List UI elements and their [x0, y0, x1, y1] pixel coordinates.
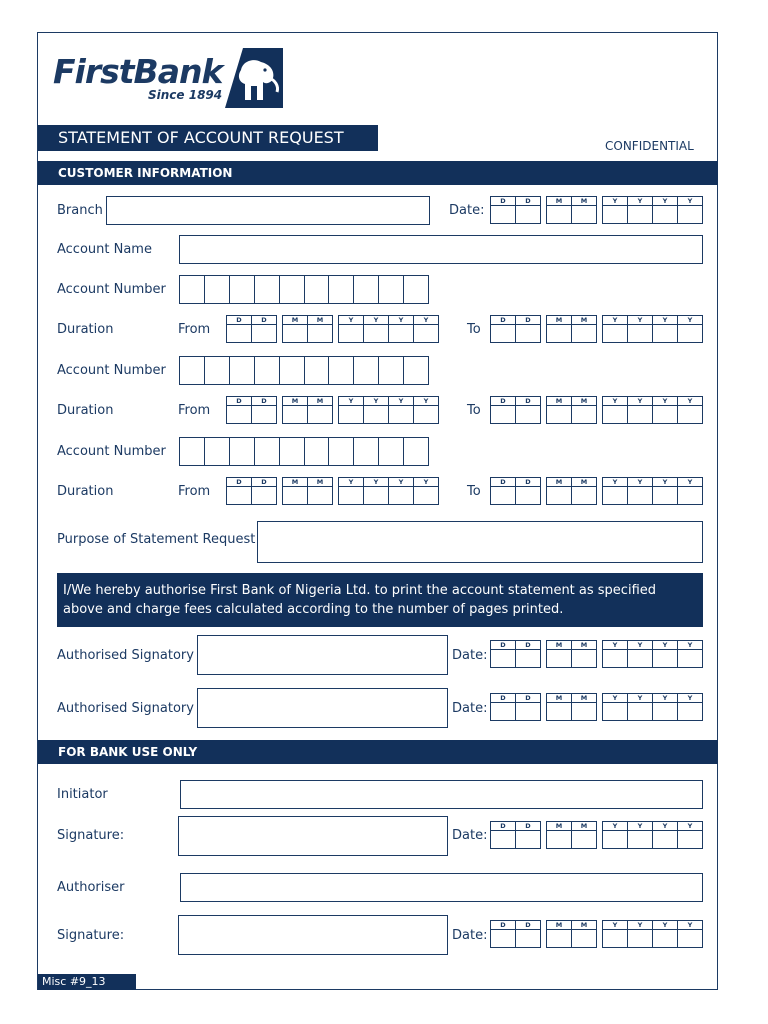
- date-year-cell[interactable]: [339, 406, 364, 423]
- branch-label: Branch: [57, 203, 103, 218]
- date-year-cell[interactable]: [364, 406, 389, 423]
- date-month-cell[interactable]: [572, 703, 596, 720]
- digit-cell[interactable]: [205, 276, 230, 303]
- date-month-group[interactable]: [546, 396, 597, 424]
- date-month-cell[interactable]: [547, 206, 572, 223]
- date-year-letter: Y: [364, 316, 389, 324]
- date-day-group[interactable]: [490, 693, 541, 721]
- digit-cell[interactable]: [354, 276, 379, 303]
- account-number-label: Account Number: [57, 444, 166, 459]
- digit-cell[interactable]: [230, 276, 255, 303]
- authorised-signatory-field[interactable]: [197, 635, 448, 675]
- date-year-letter: Y: [687, 197, 693, 205]
- date-month-letter: M: [580, 316, 588, 324]
- date-year-group[interactable]: [338, 396, 439, 424]
- date-day-letter: D: [525, 316, 531, 324]
- digit-cell[interactable]: [280, 438, 305, 465]
- digit-cell[interactable]: [180, 438, 205, 465]
- date-month-letter: M: [547, 197, 572, 205]
- date-year-letter: Y: [653, 921, 678, 929]
- date-label: Date:: [452, 828, 488, 843]
- account-name-field[interactable]: [179, 235, 703, 264]
- date-month-cell[interactable]: [547, 703, 572, 720]
- date-year-cell[interactable]: [678, 406, 702, 423]
- date-year-cell[interactable]: [414, 406, 438, 423]
- date-month-group[interactable]: [546, 640, 597, 668]
- date-month-group[interactable]: [546, 477, 597, 505]
- date-year-letter: Y: [628, 197, 653, 205]
- authorised-signatory-field[interactable]: [197, 688, 448, 728]
- date-year-letter: Y: [628, 641, 653, 649]
- digit-cell[interactable]: [255, 357, 280, 384]
- date-month-letter: M: [547, 316, 572, 324]
- date-year-letter: Y: [389, 397, 414, 405]
- digit-cell[interactable]: [255, 276, 280, 303]
- date-year-letter: Y: [364, 397, 389, 405]
- date-year-letter: Y: [423, 316, 429, 324]
- date-day-cell[interactable]: [491, 650, 516, 667]
- date-day-cell[interactable]: [516, 487, 540, 504]
- date-month-cell[interactable]: [572, 831, 596, 848]
- date-month-letter: M: [547, 397, 572, 405]
- date-day-letter: D: [525, 641, 531, 649]
- date-day-letter: D: [261, 397, 267, 405]
- to-label: To: [467, 322, 481, 337]
- authoriser-label: Authoriser: [57, 880, 125, 895]
- date-year-cell[interactable]: [628, 831, 653, 848]
- digit-cell[interactable]: [354, 357, 379, 384]
- date-year-cell[interactable]: [678, 487, 702, 504]
- digit-cell[interactable]: [404, 438, 428, 465]
- date-year-letter: Y: [603, 197, 628, 205]
- date-day-letter: D: [491, 921, 516, 929]
- date-year-group[interactable]: [602, 821, 703, 849]
- date-month-letter: M: [580, 694, 588, 702]
- date-year-cell[interactable]: [603, 703, 628, 720]
- date-month-letter: M: [547, 478, 572, 486]
- date-month-letter: M: [283, 478, 308, 486]
- date-year-letter: Y: [389, 316, 414, 324]
- date-year-letter: Y: [603, 397, 628, 405]
- date-year-letter: Y: [653, 316, 678, 324]
- brand-since-text: Since 1894: [148, 88, 223, 102]
- date-day-letter: D: [227, 316, 252, 324]
- date-year-cell[interactable]: [339, 487, 364, 504]
- date-label: Date:: [452, 648, 488, 663]
- date-year-cell[interactable]: [414, 325, 438, 342]
- date-year-cell[interactable]: [603, 831, 628, 848]
- date-day-letter: D: [261, 316, 267, 324]
- date-month-letter: M: [283, 397, 308, 405]
- date-day-cell[interactable]: [491, 930, 516, 947]
- date-year-cell[interactable]: [364, 325, 389, 342]
- date-day-group[interactable]: [490, 920, 541, 948]
- date-month-group[interactable]: [546, 196, 597, 224]
- date-year-letter: Y: [628, 397, 653, 405]
- date-year-letter: Y: [339, 478, 364, 486]
- date-year-cell[interactable]: [628, 325, 653, 342]
- date-month-cell[interactable]: [547, 325, 572, 342]
- date-day-letter: D: [491, 397, 516, 405]
- date-year-cell[interactable]: [628, 930, 653, 947]
- digit-cell[interactable]: [404, 276, 428, 303]
- date-month-cell[interactable]: [547, 650, 572, 667]
- date-year-cell[interactable]: [678, 703, 702, 720]
- date-year-group[interactable]: [602, 693, 703, 721]
- date-day-letter: D: [525, 694, 531, 702]
- date-day-group[interactable]: [226, 477, 277, 505]
- digit-cell[interactable]: [305, 438, 330, 465]
- date-day-cell[interactable]: [227, 325, 252, 342]
- account-name-label: Account Name: [57, 242, 152, 257]
- date-year-letter: Y: [653, 197, 678, 205]
- date-month-letter: M: [580, 478, 588, 486]
- date-day-group[interactable]: [226, 396, 277, 424]
- date-year-letter: Y: [603, 694, 628, 702]
- date-month-cell[interactable]: [572, 206, 596, 223]
- account-number-field[interactable]: [179, 356, 429, 385]
- date-day-cell[interactable]: [491, 325, 516, 342]
- date-day-cell[interactable]: [516, 325, 540, 342]
- date-day-group[interactable]: [490, 477, 541, 505]
- date-day-letter: D: [227, 397, 252, 405]
- date-year-cell[interactable]: [678, 650, 702, 667]
- date-month-letter: M: [547, 822, 572, 830]
- authorisation-statement: I/We hereby authorise First Bank of Nigeria Ltd. to print the account statement as specified above and charge fees calculated according to the number of pages printed.: [57, 573, 703, 627]
- date-year-cell[interactable]: [678, 930, 702, 947]
- date-year-cell[interactable]: [678, 831, 702, 848]
- date-day-group[interactable]: [490, 640, 541, 668]
- digit-cell[interactable]: [230, 438, 255, 465]
- elephant-logo-icon: [225, 48, 283, 108]
- date-year-cell[interactable]: [339, 325, 364, 342]
- digit-cell[interactable]: [280, 357, 305, 384]
- duration-label: Duration: [57, 403, 114, 418]
- brand-logo-text: FirstBank: [53, 52, 223, 91]
- date-month-letter: M: [316, 478, 324, 486]
- digit-cell[interactable]: [205, 438, 230, 465]
- confidential-label: CONFIDENTIAL: [605, 139, 694, 153]
- date-month-cell[interactable]: [547, 831, 572, 848]
- date-year-letter: Y: [628, 316, 653, 324]
- date-month-cell[interactable]: [572, 325, 596, 342]
- date-year-group[interactable]: [602, 920, 703, 948]
- date-year-cell[interactable]: [603, 406, 628, 423]
- date-year-letter: Y: [389, 478, 414, 486]
- date-year-letter: Y: [653, 694, 678, 702]
- date-year-cell[interactable]: [364, 487, 389, 504]
- date-day-cell[interactable]: [516, 930, 540, 947]
- date-day-letter: D: [525, 822, 531, 830]
- date-year-letter: Y: [423, 478, 429, 486]
- date-year-letter: Y: [687, 397, 693, 405]
- date-year-cell[interactable]: [653, 831, 678, 848]
- date-year-cell[interactable]: [628, 206, 653, 223]
- date-day-cell[interactable]: [491, 487, 516, 504]
- date-month-group[interactable]: [282, 396, 333, 424]
- date-year-cell[interactable]: [628, 703, 653, 720]
- date-year-letter: Y: [628, 694, 653, 702]
- date-year-letter: Y: [653, 397, 678, 405]
- authoriser-signature-field[interactable]: [178, 915, 448, 955]
- date-month-group[interactable]: [546, 821, 597, 849]
- date-year-letter: Y: [603, 822, 628, 830]
- date-month-group[interactable]: [546, 920, 597, 948]
- date-month-cell[interactable]: [572, 930, 596, 947]
- date-day-cell[interactable]: [227, 487, 252, 504]
- date-label: Date:: [449, 203, 485, 218]
- date-month-letter: M: [283, 316, 308, 324]
- date-year-letter: Y: [653, 822, 678, 830]
- digit-cell[interactable]: [305, 276, 330, 303]
- date-day-group[interactable]: [490, 396, 541, 424]
- digit-cell[interactable]: [379, 357, 404, 384]
- date-year-cell[interactable]: [653, 406, 678, 423]
- date-day-group[interactable]: [226, 315, 277, 343]
- date-day-cell[interactable]: [227, 406, 252, 423]
- date-year-letter: Y: [687, 921, 693, 929]
- date-day-letter: D: [525, 397, 531, 405]
- date-month-group[interactable]: [546, 693, 597, 721]
- date-month-letter: M: [580, 397, 588, 405]
- date-day-letter: D: [491, 316, 516, 324]
- date-year-letter: Y: [653, 478, 678, 486]
- date-day-letter: D: [525, 197, 531, 205]
- date-day-cell[interactable]: [516, 831, 540, 848]
- date-year-cell[interactable]: [603, 487, 628, 504]
- date-year-letter: Y: [687, 478, 693, 486]
- date-month-cell[interactable]: [547, 487, 572, 504]
- purpose-label: Purpose of Statement Request: [57, 532, 256, 547]
- bank-use-header: FOR BANK USE ONLY: [38, 740, 718, 764]
- date-month-cell[interactable]: [547, 930, 572, 947]
- date-year-cell[interactable]: [414, 487, 438, 504]
- date-month-letter: M: [580, 921, 588, 929]
- date-year-letter: Y: [603, 641, 628, 649]
- date-day-letter: D: [491, 641, 516, 649]
- date-year-letter: Y: [653, 641, 678, 649]
- from-label: From: [178, 484, 211, 499]
- date-label: Date:: [452, 928, 488, 943]
- date-day-cell[interactable]: [491, 703, 516, 720]
- date-year-cell[interactable]: [628, 406, 653, 423]
- date-year-cell[interactable]: [653, 206, 678, 223]
- customer-info-header: CUSTOMER INFORMATION: [38, 161, 718, 185]
- digit-cell[interactable]: [205, 357, 230, 384]
- date-month-cell[interactable]: [547, 406, 572, 423]
- date-day-cell[interactable]: [491, 206, 516, 223]
- date-month-cell[interactable]: [572, 650, 596, 667]
- digit-cell[interactable]: [180, 276, 205, 303]
- date-year-group[interactable]: [602, 640, 703, 668]
- to-label: To: [467, 484, 481, 499]
- date-month-letter: M: [547, 694, 572, 702]
- date-month-letter: M: [580, 641, 588, 649]
- date-month-cell[interactable]: [283, 325, 308, 342]
- form-title: STATEMENT OF ACCOUNT REQUEST: [38, 125, 378, 151]
- date-day-group[interactable]: [490, 196, 541, 224]
- initiator-signature-field[interactable]: [178, 816, 448, 856]
- date-year-group[interactable]: [602, 315, 703, 343]
- date-year-letter: Y: [628, 921, 653, 929]
- account-number-label: Account Number: [57, 363, 166, 378]
- date-day-letter: D: [261, 478, 267, 486]
- initiator-field[interactable]: [180, 780, 703, 809]
- date-month-cell[interactable]: [283, 487, 308, 504]
- date-year-cell[interactable]: [603, 650, 628, 667]
- date-year-cell[interactable]: [653, 703, 678, 720]
- date-year-cell[interactable]: [389, 487, 414, 504]
- date-day-letter: D: [227, 478, 252, 486]
- date-year-cell[interactable]: [389, 406, 414, 423]
- form-code: Misc #9_13: [38, 974, 136, 990]
- digit-cell[interactable]: [329, 276, 354, 303]
- date-year-cell[interactable]: [389, 325, 414, 342]
- date-year-cell[interactable]: [628, 487, 653, 504]
- to-label: To: [467, 403, 481, 418]
- digit-cell[interactable]: [379, 276, 404, 303]
- date-year-cell[interactable]: [678, 206, 702, 223]
- date-year-letter: Y: [603, 316, 628, 324]
- date-day-cell[interactable]: [252, 487, 276, 504]
- initiator-label: Initiator: [57, 787, 108, 802]
- date-month-letter: M: [547, 921, 572, 929]
- date-month-group[interactable]: [546, 315, 597, 343]
- date-year-letter: Y: [339, 316, 364, 324]
- date-day-letter: D: [525, 478, 531, 486]
- date-year-cell[interactable]: [653, 650, 678, 667]
- date-year-letter: Y: [628, 478, 653, 486]
- signature-label: Signature:: [57, 928, 125, 943]
- date-day-cell[interactable]: [516, 703, 540, 720]
- digit-cell[interactable]: [255, 438, 280, 465]
- date-day-letter: D: [491, 478, 516, 486]
- date-month-cell[interactable]: [308, 406, 332, 423]
- date-year-cell[interactable]: [603, 325, 628, 342]
- duration-label: Duration: [57, 484, 114, 499]
- date-day-cell[interactable]: [516, 650, 540, 667]
- digit-cell[interactable]: [230, 357, 255, 384]
- date-day-letter: D: [525, 921, 531, 929]
- date-day-group[interactable]: [490, 315, 541, 343]
- date-day-cell[interactable]: [252, 325, 276, 342]
- date-month-letter: M: [316, 316, 324, 324]
- date-year-cell[interactable]: [653, 487, 678, 504]
- date-month-letter: M: [580, 197, 588, 205]
- date-year-cell[interactable]: [678, 325, 702, 342]
- date-month-letter: M: [316, 397, 324, 405]
- date-year-group[interactable]: [338, 315, 439, 343]
- date-month-cell[interactable]: [572, 487, 596, 504]
- date-month-cell[interactable]: [308, 487, 332, 504]
- digit-cell[interactable]: [329, 438, 354, 465]
- date-year-group[interactable]: [602, 477, 703, 505]
- date-day-cell[interactable]: [516, 406, 540, 423]
- date-year-group[interactable]: [602, 396, 703, 424]
- date-month-cell[interactable]: [283, 406, 308, 423]
- duration-label: Duration: [57, 322, 114, 337]
- account-number-field[interactable]: [179, 437, 429, 466]
- date-year-letter: Y: [364, 478, 389, 486]
- date-month-cell[interactable]: [572, 406, 596, 423]
- date-day-cell[interactable]: [491, 406, 516, 423]
- from-label: From: [178, 322, 211, 337]
- date-year-letter: Y: [603, 921, 628, 929]
- account-number-label: Account Number: [57, 282, 166, 297]
- date-year-group[interactable]: [602, 196, 703, 224]
- date-day-letter: D: [491, 822, 516, 830]
- from-label: From: [178, 403, 211, 418]
- digit-cell[interactable]: [329, 357, 354, 384]
- date-year-group[interactable]: [338, 477, 439, 505]
- date-year-cell[interactable]: [653, 930, 678, 947]
- date-year-letter: Y: [603, 478, 628, 486]
- date-year-letter: Y: [423, 397, 429, 405]
- date-month-group[interactable]: [282, 315, 333, 343]
- date-year-cell[interactable]: [603, 206, 628, 223]
- date-year-cell[interactable]: [603, 930, 628, 947]
- date-day-group[interactable]: [490, 821, 541, 849]
- date-day-cell[interactable]: [516, 206, 540, 223]
- digit-cell[interactable]: [354, 438, 379, 465]
- date-day-cell[interactable]: [252, 406, 276, 423]
- branch-field[interactable]: [106, 196, 430, 225]
- date-label: Date:: [452, 701, 488, 716]
- date-year-cell[interactable]: [653, 325, 678, 342]
- digit-cell[interactable]: [404, 357, 428, 384]
- authorised-signatory-label: Authorised Signatory: [57, 701, 194, 716]
- purpose-field[interactable]: [257, 521, 703, 563]
- date-day-cell[interactable]: [491, 831, 516, 848]
- date-month-group[interactable]: [282, 477, 333, 505]
- date-year-letter: Y: [628, 822, 653, 830]
- digit-cell[interactable]: [305, 357, 330, 384]
- date-day-letter: D: [491, 197, 516, 205]
- date-year-letter: Y: [687, 694, 693, 702]
- authoriser-field[interactable]: [180, 873, 703, 902]
- date-year-letter: Y: [687, 641, 693, 649]
- date-year-letter: Y: [339, 397, 364, 405]
- date-year-letter: Y: [687, 822, 693, 830]
- date-month-letter: M: [547, 641, 572, 649]
- date-year-letter: Y: [687, 316, 693, 324]
- date-year-cell[interactable]: [628, 650, 653, 667]
- digit-cell[interactable]: [180, 357, 205, 384]
- authorised-signatory-label: Authorised Signatory: [57, 648, 194, 663]
- account-number-field[interactable]: [179, 275, 429, 304]
- date-month-cell[interactable]: [308, 325, 332, 342]
- digit-cell[interactable]: [379, 438, 404, 465]
- signature-label: Signature:: [57, 828, 125, 843]
- digit-cell[interactable]: [280, 276, 305, 303]
- date-month-letter: M: [580, 822, 588, 830]
- date-day-letter: D: [491, 694, 516, 702]
